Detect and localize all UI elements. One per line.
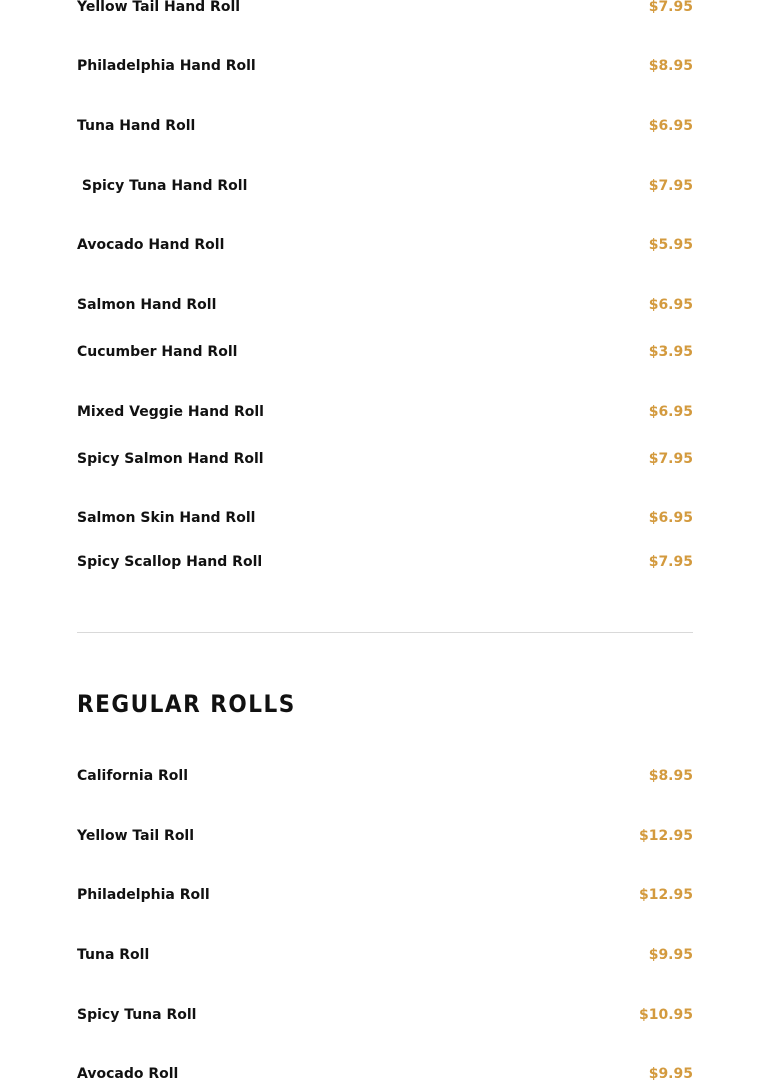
menu-item-price: $7.95: [648, 178, 693, 194]
menu-item-name: Salmon Skin Hand Roll: [77, 510, 256, 526]
menu-item-price: $9.95: [648, 947, 693, 963]
menu-item-price: $12.95: [638, 887, 693, 903]
menu-item: [77, 1064, 693, 1084]
menu-item-price: $8.95: [648, 768, 693, 784]
menu-item-price: $3.95: [648, 344, 693, 360]
menu-item-price: $7.95: [648, 0, 693, 15]
menu-item: [77, 0, 693, 17]
menu-item: [77, 176, 693, 196]
menu-item-name: Spicy Tuna Hand Roll: [77, 178, 248, 194]
menu-item-name: Spicy Tuna Roll: [77, 1007, 197, 1023]
menu-item: [77, 1005, 693, 1025]
menu-item-name: Yellow Tail Roll: [77, 828, 195, 844]
menu-item-name: Avocado Roll: [77, 1066, 179, 1082]
menu-item-name: Spicy Scallop Hand Roll: [77, 554, 263, 570]
menu-item-name: Cucumber Hand Roll: [77, 344, 238, 360]
menu-item-price: $6.95: [648, 297, 693, 313]
menu-item: [77, 449, 693, 469]
menu-item: [77, 342, 693, 362]
menu-item-name: Philadelphia Hand Roll: [77, 58, 256, 74]
menu-item: [77, 402, 693, 422]
section-divider: [77, 632, 693, 633]
menu-item: [77, 945, 693, 965]
menu-item: [77, 552, 693, 572]
menu-item-name: Spicy Salmon Hand Roll: [77, 451, 264, 467]
menu-item-price: $7.95: [648, 451, 693, 467]
menu-item-name: Avocado Hand Roll: [77, 237, 225, 253]
menu-item: [77, 766, 693, 786]
menu-item-price: $6.95: [648, 118, 693, 134]
menu-item-price: $6.95: [648, 404, 693, 420]
menu-item-name: Salmon Hand Roll: [77, 297, 217, 313]
menu-item-name: Tuna Hand Roll: [77, 118, 196, 134]
menu-item-name: California Roll: [77, 768, 189, 784]
menu-item-name: Mixed Veggie Hand Roll: [77, 404, 264, 420]
menu-item-name: Tuna Roll: [77, 947, 150, 963]
menu-item-price: $12.95: [638, 828, 693, 844]
menu-item-price: $7.95: [648, 554, 693, 570]
menu-item: [77, 508, 693, 528]
menu-item: [77, 116, 693, 136]
menu-item-name: Yellow Tail Hand Roll: [77, 0, 241, 15]
menu-item-price: $8.95: [648, 58, 693, 74]
menu-item: [77, 826, 693, 846]
menu-item: [77, 295, 693, 315]
menu-item-price: $9.95: [648, 1066, 693, 1082]
menu-item-price: $5.95: [648, 237, 693, 253]
menu-item: [77, 235, 693, 255]
section-title-regular-rolls: REGULAR ROLLS: [77, 690, 296, 718]
menu-item-price: $10.95: [638, 1007, 693, 1023]
menu-item: [77, 56, 693, 76]
menu-item-price: $6.95: [648, 510, 693, 526]
menu-item: [77, 885, 693, 905]
menu-item-name: Philadelphia Roll: [77, 887, 210, 903]
